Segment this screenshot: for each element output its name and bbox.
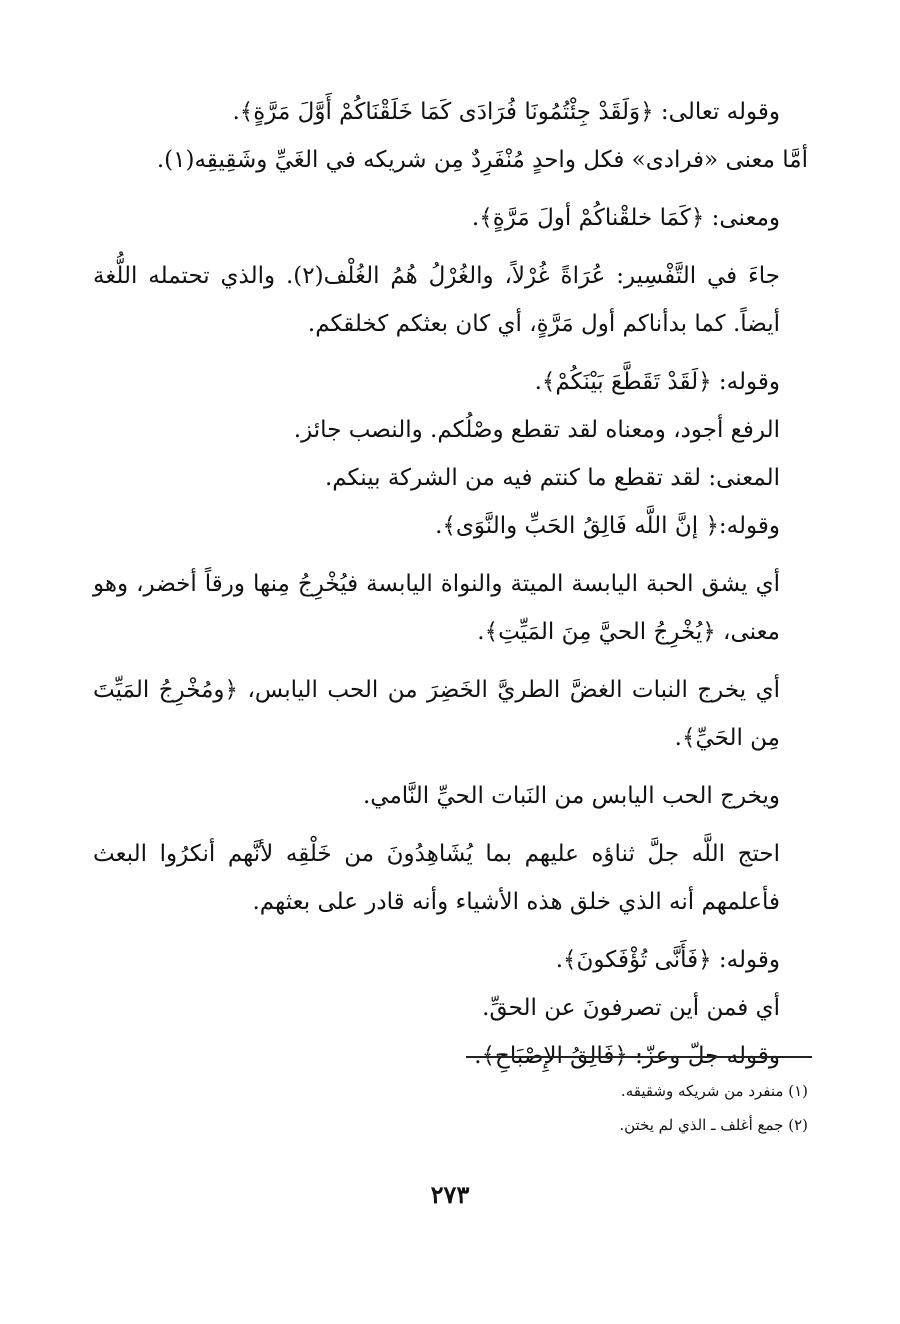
paragraph-9: أي يشق الحبة اليابسة الميتة والنواة اليابسة فيُخْرِجُ مِنها ورقاً أخضر، وهو معنى، ﴿يُخْرِجُ الحيَّ مِنَ المَيِّتِ﴾. [93,571,780,645]
paragraph-12: احتج اللَّه جلَّ ثناؤه عليهم بما يُشَاهِدُونَ من خَلْقِه لأنَّهم أنكرُوا البعث فأعلمهم أنه الذي خلق هذه الأشياء وأنه قادر على بعثهم. [93,841,780,915]
paragraph-4: جاءَ في التَّفْسِير: عُرَاةً غُرْلاً، والغُرْلُ هُمُ الغُلْف(٢). والذي تحتمله اللُّغة أيضاً. كما بدأناكم أول مَرَّةٍ، أي كان بعثكم كخلقكم. [93,263,780,337]
paragraph-5: وقوله: ﴿لَقَدْ تَقَطَّعَ بَيْنَكُمْ﴾. [534,369,780,395]
paragraph-15: وقوله جلّ وعزّ: ﴿فَالِقُ الإِصْبَاحِ﴾. [474,1043,780,1069]
footnote-2: (٢) جمع أغلف ـ الذي لم يختن. [619,1116,808,1134]
paragraph-6: الرفع أجود، ومعناه لقد تقطع وصْلُكم. والنصب جائز. [293,417,780,443]
paragraph-2: أمَّا معنى «فرادى» فكل واحدٍ مُنْفَرِدٌ مِن شريكه في الغَيِّ وشَقِيقِه(١). [156,147,808,173]
paragraph-7: المعنى: لقد تقطع ما كنتم فيه من الشركة بينكم. [324,465,780,491]
paragraph-10: أي يخرج النبات الغضَّ الطريَّ الخَضِرَ من الحب اليابس، ﴿ومُخْرِجُ المَيِّتَ مِن الحَيِّ﴾. [93,677,780,751]
paragraph-14: أي فمن أين تصرفونَ عن الحقِّ. [482,995,780,1021]
page-number: ٢٧٣ [430,1180,470,1209]
paragraph-8: وقوله:﴿ إنَّ اللَّه فَالِقُ الحَبِّ والنَّوَى﴾. [435,513,780,539]
footnote-separator [466,1056,812,1058]
footnotes [93,1074,808,1142]
paragraph-3: ومعنى: ﴿كَمَا خلقْناكُمْ أولَ مَرَّةٍ﴾. [471,205,780,231]
paragraph-13: وقوله: ﴿فَأَنَّى تُؤْفَكونَ﴾. [555,947,780,973]
main-text [93,88,808,1080]
footnote-1: (١) منفرد من شريكه وشقيقه. [620,1082,808,1100]
paragraph-11: ويخرج الحب اليابس من النَبات الحيِّ النَّامي. [363,783,780,809]
paragraph-1: وقوله تعالى: ﴿وَلَقَدْ جِئْتُمُونَا فُرَادَى كَمَا خَلَقْنَاكُمْ أَوَّلَ مَرَّةٍ﴾. [232,99,780,125]
